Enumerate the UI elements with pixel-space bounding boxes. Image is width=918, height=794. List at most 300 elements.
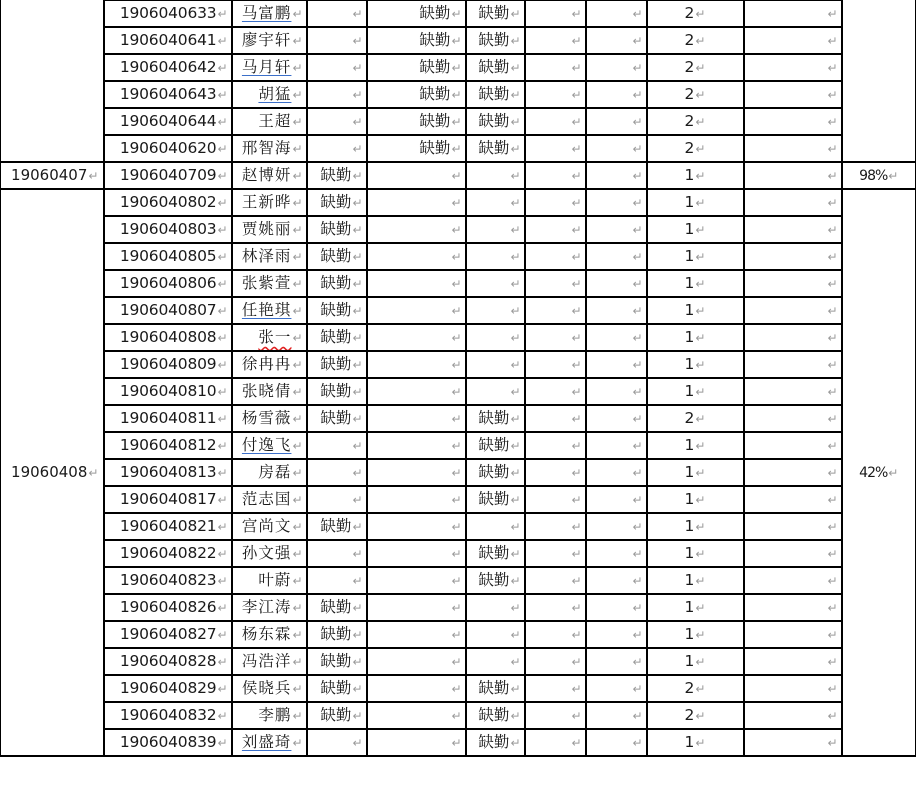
paragraph-mark-icon: ↵	[571, 61, 582, 75]
paragraph-mark-icon: ↵	[827, 709, 838, 723]
paragraph-mark-icon: ↵	[510, 385, 521, 399]
session-4-cell[interactable]	[525, 324, 586, 351]
student-id-cell[interactable]	[104, 81, 232, 108]
paragraph-mark-icon: ↵	[632, 736, 643, 750]
absence-count-cell[interactable]	[647, 729, 744, 756]
student-name-cell[interactable]	[232, 648, 307, 675]
session-2-cell[interactable]	[367, 513, 466, 540]
student-name-cell[interactable]	[232, 459, 307, 486]
absence-count-cell[interactable]	[647, 135, 744, 162]
paragraph-mark-icon: ↵	[451, 709, 462, 723]
session-5-cell[interactable]	[586, 432, 647, 459]
session-4-cell[interactable]	[525, 162, 586, 189]
session-5-cell[interactable]	[586, 405, 647, 432]
remarks-cell[interactable]	[744, 54, 842, 81]
session-2-cell[interactable]	[367, 594, 466, 621]
paragraph-mark-icon: ↵	[510, 736, 521, 750]
student-name-cell[interactable]	[232, 675, 307, 702]
session-2-cell[interactable]	[367, 216, 466, 243]
remarks-cell[interactable]	[744, 0, 842, 27]
session-2-cell[interactable]	[367, 621, 466, 648]
session-1-cell[interactable]	[307, 567, 367, 594]
paragraph-mark-icon: ↵	[571, 34, 582, 48]
attendance-rate-cell[interactable]	[842, 0, 916, 162]
session-4-cell[interactable]	[525, 54, 586, 81]
session-4-cell[interactable]	[525, 135, 586, 162]
absence-mark: 缺勤	[478, 409, 510, 427]
session-1-cell[interactable]	[307, 513, 367, 540]
paragraph-mark-icon: ↵	[510, 223, 521, 237]
session-2-cell[interactable]	[367, 0, 466, 27]
session-5-cell[interactable]	[586, 189, 647, 216]
student-id-cell[interactable]	[104, 297, 232, 324]
session-4-cell[interactable]	[525, 405, 586, 432]
student-id-cell[interactable]	[104, 729, 232, 756]
absence-count-cell[interactable]	[647, 54, 744, 81]
remarks-cell[interactable]	[744, 189, 842, 216]
paragraph-mark-icon: ↵	[827, 223, 838, 237]
session-3-cell[interactable]	[466, 216, 525, 243]
session-2-cell[interactable]	[367, 243, 466, 270]
attendance-rate-cell[interactable]	[842, 189, 916, 756]
student-id-cell[interactable]	[104, 405, 232, 432]
session-1-cell[interactable]	[307, 459, 367, 486]
session-4-cell[interactable]	[525, 540, 586, 567]
student-id-cell[interactable]	[104, 621, 232, 648]
session-4-cell[interactable]	[525, 594, 586, 621]
session-1-cell[interactable]	[307, 648, 367, 675]
absence-mark: 缺勤	[320, 301, 352, 319]
student-id-cell[interactable]	[104, 162, 232, 189]
session-5-cell[interactable]	[586, 216, 647, 243]
student-id-cell[interactable]	[104, 216, 232, 243]
session-5-cell[interactable]	[586, 459, 647, 486]
paragraph-mark-icon: ↵	[217, 385, 228, 399]
remarks-cell[interactable]	[744, 270, 842, 297]
session-4-cell[interactable]	[525, 108, 586, 135]
session-2-cell[interactable]	[367, 459, 466, 486]
absence-count-cell[interactable]	[647, 378, 744, 405]
session-2-cell[interactable]	[367, 432, 466, 459]
session-2-cell[interactable]	[367, 135, 466, 162]
session-5-cell[interactable]	[586, 486, 647, 513]
paragraph-mark-icon: ↵	[632, 466, 643, 480]
student-name-cell[interactable]	[232, 81, 307, 108]
session-1-cell[interactable]	[307, 189, 367, 216]
student-id-cell[interactable]	[104, 675, 232, 702]
absence-count-cell[interactable]	[647, 0, 744, 27]
session-1-cell[interactable]	[307, 108, 367, 135]
student-name-cell[interactable]	[232, 54, 307, 81]
session-5-cell[interactable]	[586, 108, 647, 135]
session-3-cell[interactable]	[466, 297, 525, 324]
session-1-cell[interactable]	[307, 324, 367, 351]
session-4-cell[interactable]	[525, 567, 586, 594]
student-id-cell[interactable]	[104, 459, 232, 486]
class-id-cell[interactable]	[1, 189, 104, 756]
absence-count: 2	[684, 4, 695, 22]
absence-count: 1	[684, 355, 695, 373]
remarks-cell[interactable]	[744, 621, 842, 648]
student-name-cell[interactable]	[232, 351, 307, 378]
remarks-cell[interactable]	[744, 459, 842, 486]
paragraph-mark-icon: ↵	[352, 466, 363, 480]
paragraph-mark-icon: ↵	[695, 196, 706, 210]
student-name-cell[interactable]	[232, 297, 307, 324]
remarks-cell[interactable]	[744, 108, 842, 135]
class-id-cell[interactable]	[1, 162, 104, 189]
remarks-cell[interactable]	[744, 513, 842, 540]
remarks-cell[interactable]	[744, 540, 842, 567]
paragraph-mark-icon: ↵	[292, 493, 303, 507]
paragraph-mark-icon: ↵	[217, 466, 228, 480]
student-name-cell[interactable]	[232, 135, 307, 162]
session-5-cell[interactable]	[586, 540, 647, 567]
session-1-cell[interactable]	[307, 540, 367, 567]
paragraph-mark-icon: ↵	[632, 304, 643, 318]
session-1-cell[interactable]	[307, 486, 367, 513]
absence-mark: 缺勤	[320, 598, 352, 616]
session-1-cell[interactable]	[307, 675, 367, 702]
absence-count-cell[interactable]	[647, 216, 744, 243]
session-4-cell[interactable]	[525, 216, 586, 243]
absence-count-cell[interactable]	[647, 162, 744, 189]
student-id-cell[interactable]	[104, 351, 232, 378]
session-3-cell[interactable]	[466, 162, 525, 189]
session-2-cell[interactable]	[367, 297, 466, 324]
session-5-cell[interactable]	[586, 162, 647, 189]
session-4-cell[interactable]	[525, 189, 586, 216]
absence-count-cell[interactable]	[647, 81, 744, 108]
student-id-cell[interactable]	[104, 378, 232, 405]
absence-count-cell[interactable]	[647, 513, 744, 540]
absence-count-cell[interactable]	[647, 675, 744, 702]
paragraph-mark-icon: ↵	[695, 601, 706, 615]
session-4-cell[interactable]	[525, 729, 586, 756]
remarks-cell[interactable]	[744, 324, 842, 351]
remarks-cell[interactable]	[744, 486, 842, 513]
session-5-cell[interactable]	[586, 702, 647, 729]
student-id: 1906040811	[119, 409, 217, 427]
session-2-cell[interactable]	[367, 162, 466, 189]
session-2-cell[interactable]	[367, 648, 466, 675]
absence-count-cell[interactable]	[647, 567, 744, 594]
student-name-cell[interactable]	[232, 486, 307, 513]
student-name: 房磊	[258, 463, 292, 481]
session-1-cell[interactable]	[307, 81, 367, 108]
session-4-cell[interactable]	[525, 675, 586, 702]
absence-count-cell[interactable]	[647, 621, 744, 648]
session-4-cell[interactable]	[525, 621, 586, 648]
session-5-cell[interactable]	[586, 0, 647, 27]
session-4-cell[interactable]	[525, 378, 586, 405]
student-name-cell[interactable]	[232, 108, 307, 135]
session-4-cell[interactable]	[525, 243, 586, 270]
student-name-cell[interactable]	[232, 162, 307, 189]
student-id-cell[interactable]	[104, 108, 232, 135]
session-3-cell[interactable]	[466, 675, 525, 702]
session-5-cell[interactable]	[586, 675, 647, 702]
session-3-cell[interactable]	[466, 378, 525, 405]
absence-count-cell[interactable]	[647, 270, 744, 297]
session-3-cell[interactable]	[466, 270, 525, 297]
session-4-cell[interactable]	[525, 27, 586, 54]
paragraph-mark-icon: ↵	[827, 142, 838, 156]
absence-count-cell[interactable]	[647, 594, 744, 621]
student-name-cell[interactable]	[232, 27, 307, 54]
session-4-cell[interactable]	[525, 351, 586, 378]
session-5-cell[interactable]	[586, 567, 647, 594]
session-3-cell[interactable]	[466, 594, 525, 621]
session-3-cell[interactable]	[466, 243, 525, 270]
session-4-cell[interactable]	[525, 0, 586, 27]
student-id-cell[interactable]	[104, 432, 232, 459]
student-id-cell[interactable]	[104, 135, 232, 162]
session-3-cell[interactable]	[466, 459, 525, 486]
student-id-cell[interactable]	[104, 648, 232, 675]
absence-count-cell[interactable]	[647, 324, 744, 351]
session-1-cell[interactable]	[307, 351, 367, 378]
session-3-cell[interactable]	[466, 324, 525, 351]
student-name-cell[interactable]	[232, 405, 307, 432]
absence-count-cell[interactable]	[647, 648, 744, 675]
session-2-cell[interactable]	[367, 540, 466, 567]
session-3-cell[interactable]	[466, 135, 525, 162]
student-id-cell[interactable]	[104, 540, 232, 567]
remarks-cell[interactable]	[744, 27, 842, 54]
paragraph-mark-icon: ↵	[217, 142, 228, 156]
session-3-cell[interactable]	[466, 702, 525, 729]
student-name: 杨雪薇	[241, 409, 292, 427]
session-5-cell[interactable]	[586, 81, 647, 108]
remarks-cell[interactable]	[744, 729, 842, 756]
paragraph-mark-icon: ↵	[451, 628, 462, 642]
session-1-cell[interactable]	[307, 297, 367, 324]
session-5-cell[interactable]	[586, 297, 647, 324]
session-1-cell[interactable]	[307, 27, 367, 54]
session-4-cell[interactable]	[525, 297, 586, 324]
remarks-cell[interactable]	[744, 162, 842, 189]
session-2-cell[interactable]	[367, 351, 466, 378]
session-2-cell[interactable]	[367, 54, 466, 81]
session-3-cell[interactable]	[466, 81, 525, 108]
remarks-cell[interactable]	[744, 297, 842, 324]
session-5-cell[interactable]	[586, 270, 647, 297]
session-5-cell[interactable]	[586, 621, 647, 648]
session-3-cell[interactable]	[466, 648, 525, 675]
student-id-cell[interactable]	[104, 324, 232, 351]
session-4-cell[interactable]	[525, 432, 586, 459]
remarks-cell[interactable]	[744, 216, 842, 243]
session-3-cell[interactable]	[466, 405, 525, 432]
remarks-cell[interactable]	[744, 135, 842, 162]
student-id-cell[interactable]	[104, 270, 232, 297]
student-id-cell[interactable]	[104, 54, 232, 81]
session-5-cell[interactable]	[586, 648, 647, 675]
paragraph-mark-icon: ↵	[632, 547, 643, 561]
session-5-cell[interactable]	[586, 594, 647, 621]
paragraph-mark-icon: ↵	[632, 277, 643, 291]
session-1-cell[interactable]	[307, 0, 367, 27]
session-2-cell[interactable]	[367, 189, 466, 216]
session-2-cell[interactable]	[367, 81, 466, 108]
student-id: 1906040813	[119, 463, 217, 481]
session-2-cell[interactable]	[367, 405, 466, 432]
student-id-cell[interactable]	[104, 567, 232, 594]
session-1-cell[interactable]	[307, 594, 367, 621]
session-3-cell[interactable]	[466, 0, 525, 27]
session-1-cell[interactable]	[307, 270, 367, 297]
session-4-cell[interactable]	[525, 702, 586, 729]
session-4-cell[interactable]	[525, 513, 586, 540]
session-4-cell[interactable]	[525, 459, 586, 486]
session-1-cell[interactable]	[307, 162, 367, 189]
session-4-cell[interactable]	[525, 270, 586, 297]
session-1-cell[interactable]	[307, 702, 367, 729]
session-1-cell[interactable]	[307, 405, 367, 432]
session-5-cell[interactable]	[586, 27, 647, 54]
session-3-cell[interactable]	[466, 513, 525, 540]
student-name-cell[interactable]	[232, 540, 307, 567]
student-name-cell[interactable]	[232, 729, 307, 756]
session-1-cell[interactable]	[307, 621, 367, 648]
student-id-cell[interactable]	[104, 594, 232, 621]
session-3-cell[interactable]	[466, 108, 525, 135]
paragraph-mark-icon: ↵	[352, 277, 363, 291]
paragraph-mark-icon: ↵	[632, 493, 643, 507]
student-name-cell[interactable]	[232, 0, 307, 27]
session-1-cell[interactable]	[307, 135, 367, 162]
remarks-cell[interactable]	[744, 702, 842, 729]
session-1-cell[interactable]	[307, 216, 367, 243]
absence-count-cell[interactable]	[647, 540, 744, 567]
absence-count-cell[interactable]	[647, 459, 744, 486]
remarks-cell[interactable]	[744, 351, 842, 378]
session-2-cell[interactable]	[367, 675, 466, 702]
session-1-cell[interactable]	[307, 729, 367, 756]
remarks-cell[interactable]	[744, 648, 842, 675]
session-3-cell[interactable]	[466, 486, 525, 513]
session-1-cell[interactable]	[307, 378, 367, 405]
remarks-cell[interactable]	[744, 567, 842, 594]
remarks-cell[interactable]	[744, 594, 842, 621]
session-1-cell[interactable]	[307, 243, 367, 270]
student-id-cell[interactable]	[104, 189, 232, 216]
class-id-cell[interactable]	[1, 0, 104, 162]
session-5-cell[interactable]	[586, 378, 647, 405]
student-name-cell[interactable]	[232, 216, 307, 243]
session-3-cell[interactable]	[466, 54, 525, 81]
paragraph-mark-icon: ↵	[352, 574, 363, 588]
session-4-cell[interactable]	[525, 81, 586, 108]
session-4-cell[interactable]	[525, 648, 586, 675]
paragraph-mark-icon: ↵	[632, 88, 643, 102]
session-3-cell[interactable]	[466, 540, 525, 567]
session-5-cell[interactable]	[586, 243, 647, 270]
remarks-cell[interactable]	[744, 243, 842, 270]
session-3-cell[interactable]	[466, 351, 525, 378]
session-5-cell[interactable]	[586, 135, 647, 162]
student-name-cell[interactable]	[232, 189, 307, 216]
session-4-cell[interactable]	[525, 486, 586, 513]
student-name-cell[interactable]	[232, 378, 307, 405]
absence-mark: 缺勤	[478, 490, 510, 508]
student-id-cell[interactable]	[104, 243, 232, 270]
paragraph-mark-icon: ↵	[571, 358, 582, 372]
session-3-cell[interactable]	[466, 27, 525, 54]
remarks-cell[interactable]	[744, 378, 842, 405]
absence-count-cell[interactable]	[647, 27, 744, 54]
student-name-cell[interactable]	[232, 324, 307, 351]
session-3-cell[interactable]	[466, 432, 525, 459]
paragraph-mark-icon: ↵	[827, 34, 838, 48]
absence-count-cell[interactable]	[647, 702, 744, 729]
session-2-cell[interactable]	[367, 486, 466, 513]
session-2-cell[interactable]	[367, 324, 466, 351]
session-3-cell[interactable]	[466, 729, 525, 756]
student-name-cell[interactable]	[232, 621, 307, 648]
session-5-cell[interactable]	[586, 729, 647, 756]
session-5-cell[interactable]	[586, 351, 647, 378]
session-2-cell[interactable]	[367, 27, 466, 54]
absence-count-cell[interactable]	[647, 243, 744, 270]
remarks-cell[interactable]	[744, 432, 842, 459]
student-name-cell[interactable]	[232, 243, 307, 270]
absence-mark: 缺勤	[320, 517, 352, 535]
session-2-cell[interactable]	[367, 270, 466, 297]
student-id-cell[interactable]	[104, 513, 232, 540]
absence-count-cell[interactable]	[647, 297, 744, 324]
session-1-cell[interactable]	[307, 432, 367, 459]
student-name-cell[interactable]	[232, 270, 307, 297]
absence-count-cell[interactable]	[647, 189, 744, 216]
session-5-cell[interactable]	[586, 324, 647, 351]
session-2-cell[interactable]	[367, 567, 466, 594]
remarks-cell[interactable]	[744, 675, 842, 702]
absence-count-cell[interactable]	[647, 351, 744, 378]
session-2-cell[interactable]	[367, 378, 466, 405]
session-5-cell[interactable]	[586, 54, 647, 81]
session-2-cell[interactable]	[367, 729, 466, 756]
session-2-cell[interactable]	[367, 702, 466, 729]
absence-count-cell[interactable]	[647, 486, 744, 513]
student-name-cell[interactable]	[232, 432, 307, 459]
session-2-cell[interactable]	[367, 108, 466, 135]
session-5-cell[interactable]	[586, 513, 647, 540]
student-id-cell[interactable]	[104, 486, 232, 513]
session-1-cell[interactable]	[307, 54, 367, 81]
student-id-cell[interactable]	[104, 702, 232, 729]
remarks-cell[interactable]	[744, 405, 842, 432]
student-name-cell[interactable]	[232, 513, 307, 540]
session-3-cell[interactable]	[466, 567, 525, 594]
student-id-cell[interactable]	[104, 27, 232, 54]
session-3-cell[interactable]	[466, 189, 525, 216]
student-name-cell[interactable]	[232, 702, 307, 729]
absence-count-cell[interactable]	[647, 108, 744, 135]
session-3-cell[interactable]	[466, 621, 525, 648]
attendance-rate: 98%	[859, 167, 888, 184]
absence-count-cell[interactable]	[647, 432, 744, 459]
student-name-cell[interactable]	[232, 594, 307, 621]
absence-count-cell[interactable]	[647, 405, 744, 432]
student-name-cell[interactable]	[232, 567, 307, 594]
paragraph-mark-icon: ↵	[695, 709, 706, 723]
student-id-cell[interactable]	[104, 0, 232, 27]
remarks-cell[interactable]	[744, 81, 842, 108]
paragraph-mark-icon: ↵	[451, 385, 462, 399]
attendance-rate-cell[interactable]	[842, 162, 916, 189]
